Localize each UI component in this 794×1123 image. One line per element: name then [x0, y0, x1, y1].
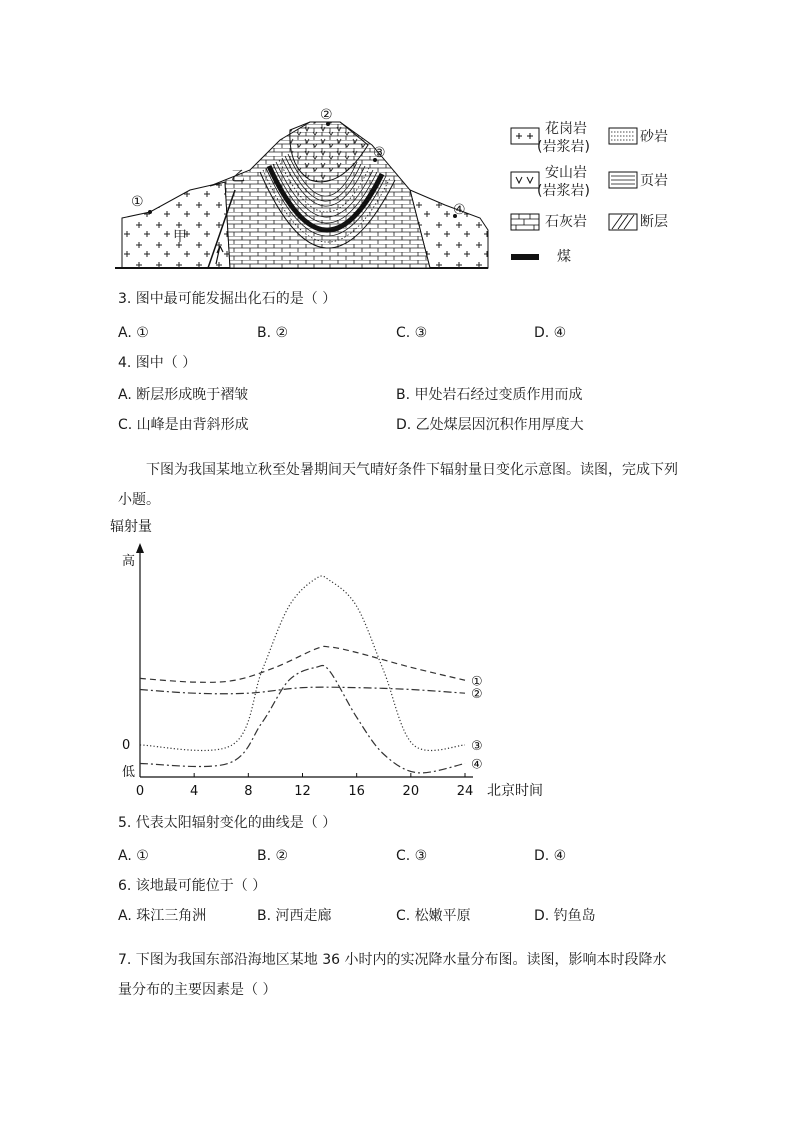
- x-tick-label: 12: [294, 784, 311, 799]
- q6-stem: 6. 该地最可能位于（ ）: [118, 878, 267, 894]
- geology-cross-section: [110, 100, 490, 270]
- legend-andesite-swatch: [510, 171, 540, 189]
- y-axis-title: 辐射量: [110, 519, 152, 535]
- series-line-1: [140, 646, 465, 682]
- q3-option-b[interactable]: B. ②: [257, 325, 289, 341]
- x-tick-label: 24: [456, 784, 474, 799]
- legend-limestone-l1: 石灰岩: [545, 214, 587, 230]
- legend-granite-l2: (岩浆岩): [537, 139, 590, 155]
- loc1-label: ①: [131, 194, 144, 210]
- x-tick-label: 16: [348, 784, 365, 799]
- q4-option-c[interactable]: C. 山峰是由背斜形成: [118, 417, 249, 433]
- q4-stem: 4. 图中（ ）: [118, 355, 197, 371]
- series-label-1: ①: [471, 674, 483, 690]
- legend-coal-l1: 煤: [557, 249, 571, 265]
- q3-option-c[interactable]: C. ③: [396, 325, 428, 341]
- q6-option-d[interactable]: D. 钓鱼岛: [534, 908, 596, 924]
- series-line-3: [140, 576, 465, 751]
- q6-option-c[interactable]: C. 松嫩平原: [396, 908, 471, 924]
- series-line-2: [140, 687, 465, 694]
- x-tick-label: 20: [402, 784, 420, 799]
- q3-option-d[interactable]: D. ④: [534, 325, 567, 341]
- y-tick-label: 高: [122, 554, 136, 569]
- q4-option-d[interactable]: D. 乙处煤层因沉积作用厚度大: [396, 417, 584, 433]
- loc3-label: ③: [373, 145, 386, 161]
- x-tick-label: 8: [244, 784, 253, 799]
- legend-andesite-l2: (岩浆岩): [537, 183, 590, 199]
- legend-fault-swatch: [608, 213, 638, 231]
- q6-option-b[interactable]: B. 河西走廊: [257, 908, 332, 924]
- legend-granite-l1: 花岗岩: [545, 121, 587, 137]
- x-axis-title: 北京时间: [487, 783, 543, 799]
- loc4-label: ④: [453, 202, 466, 218]
- radiation-chart: [110, 515, 570, 805]
- series-label-2: ②: [471, 687, 483, 703]
- q3-option-a[interactable]: A. ①: [118, 325, 149, 341]
- section-intro: 下图为我国某地立秋至处暑期间天气晴好条件下辐射量日变化示意图。读图，完成下列小题。: [118, 462, 678, 508]
- legend-sandstone-l1: 砂岩: [640, 129, 668, 145]
- legend-coal-swatch: [510, 252, 540, 262]
- jia-label: 甲: [173, 229, 187, 245]
- q7-stem: 7. 下图为我国东部沿海地区某地 36 小时内的实况降水量分布图。读图，影响本时段降水量分布的主要因素是（ ）: [118, 952, 667, 998]
- legend-shale-swatch: [608, 171, 638, 189]
- legend-granite-swatch: [510, 127, 540, 145]
- legend-shale-l1: 页岩: [640, 173, 668, 189]
- q5-option-c[interactable]: C. ③: [396, 848, 428, 864]
- x-tick-label: 0: [135, 784, 145, 799]
- series-line-4: [140, 665, 465, 772]
- q3-stem: 3. 图中最可能发掘出化石的是（ ）: [118, 291, 337, 307]
- q5-option-b[interactable]: B. ②: [257, 848, 289, 864]
- legend-fault-l1: 断层: [640, 214, 668, 230]
- legend-sandstone-swatch: [608, 127, 638, 145]
- q5-option-d[interactable]: D. ④: [534, 848, 567, 864]
- y-tick-label: 0: [122, 738, 131, 753]
- yi-label: 乙: [231, 169, 245, 185]
- series-label-4: ④: [471, 757, 483, 773]
- series-label-3: ③: [471, 739, 483, 754]
- q5-option-a[interactable]: A. ①: [118, 848, 149, 864]
- q5-stem: 5. 代表太阳辐射变化的曲线是（ ）: [118, 815, 337, 831]
- x-tick-label: 4: [190, 784, 199, 799]
- legend-limestone-swatch: [510, 213, 540, 231]
- q4-option-b[interactable]: B. 甲处岩石经过变质作用而成: [396, 387, 583, 403]
- legend-andesite-l1: 安山岩: [545, 165, 587, 181]
- loc2-label: ②: [320, 107, 333, 123]
- y-axis-arrow: [136, 543, 144, 553]
- q6-option-a[interactable]: A. 珠江三角洲: [118, 908, 207, 924]
- q4-option-a[interactable]: A. 断层形成晚于褶皱: [118, 387, 249, 403]
- y-tick-label: 低: [122, 765, 136, 780]
